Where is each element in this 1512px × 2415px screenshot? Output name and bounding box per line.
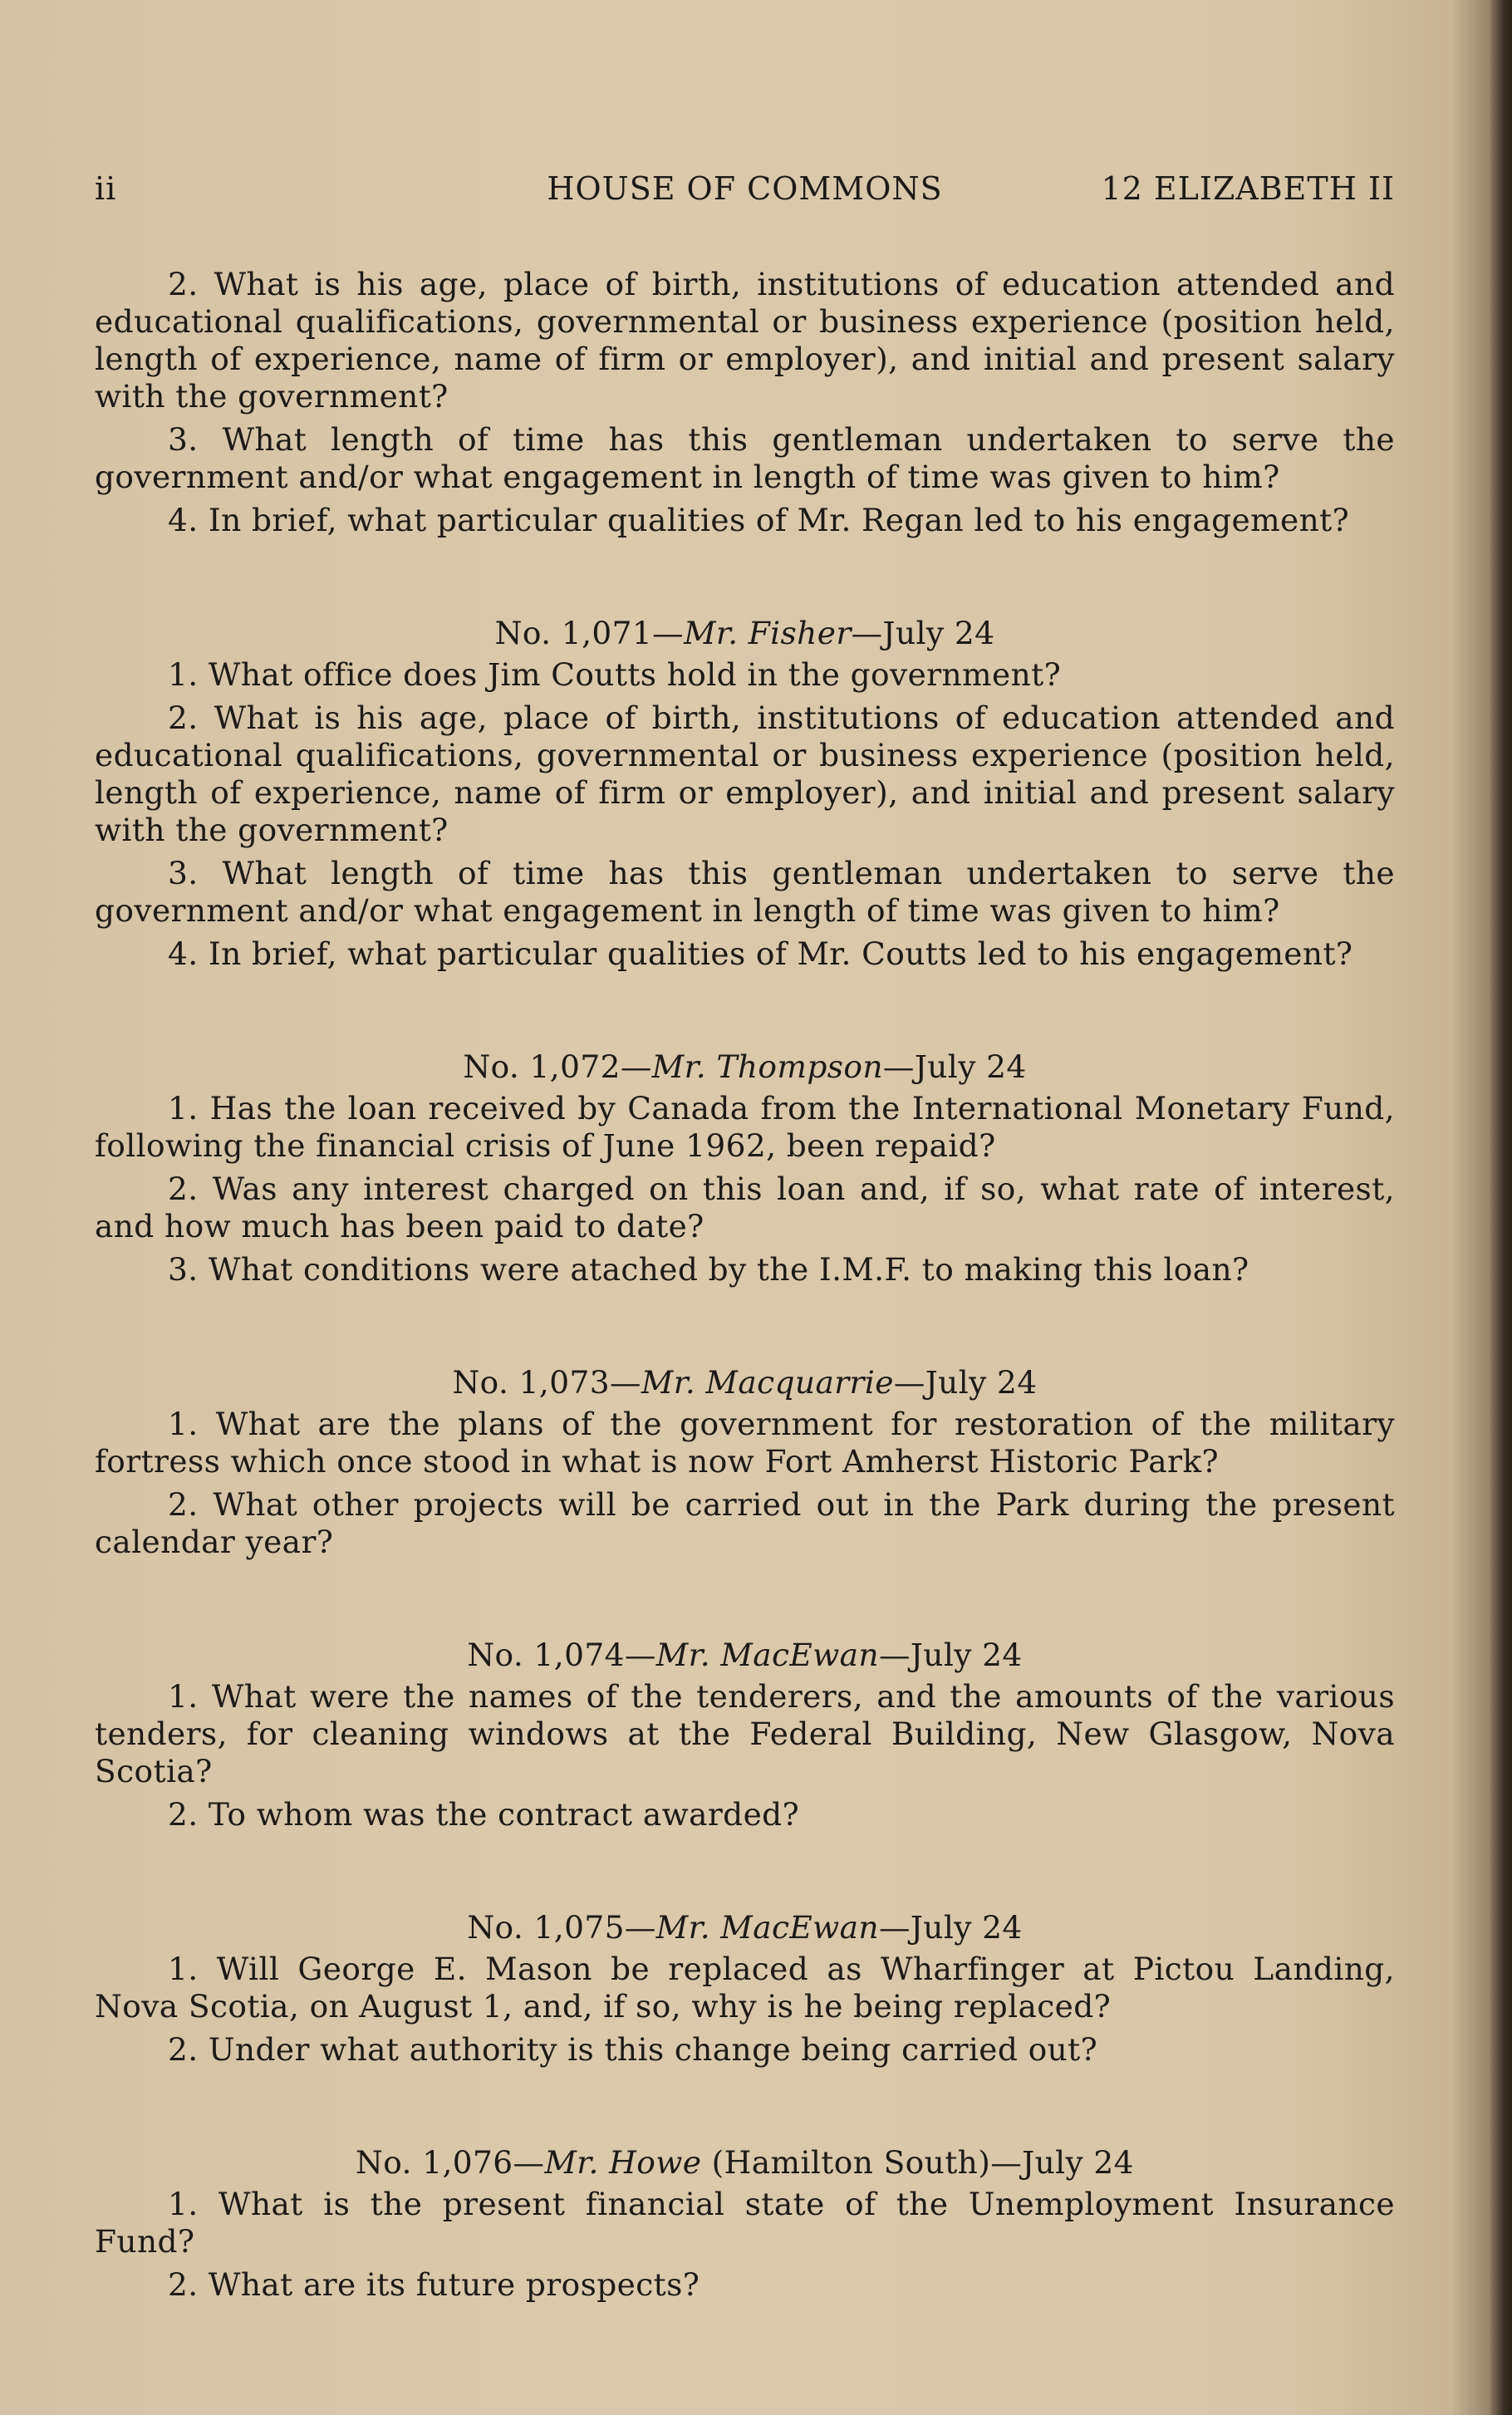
member-name: Mr. Macquarrie — [641, 1364, 894, 1401]
question-heading: No. 1,071—Mr. Fisher—July 24 — [494, 615, 995, 651]
question-paragraph: 4. In brief, what particular qualities of Mr. Coutts led to his engagement? — [168, 935, 1353, 972]
page-content — [95, 266, 1395, 2309]
header-title: HOUSE OF COMMONS — [547, 170, 943, 207]
member-name: Mr. Fisher — [684, 615, 852, 651]
question-heading: No. 1,076—Mr. Howe (Hamilton South)—July 24 — [356, 2144, 1134, 2181]
member-name: Mr. MacEwan — [655, 1637, 879, 1673]
question-paragraph: 2. What is his age, place of birth, institutions of education attended and educational qualifications, governmental or business experience (position held, length of experience, name of firm or employer), and initial and present salary with the government? — [95, 699, 1395, 848]
book-spine-edge — [1490, 0, 1512, 2415]
question-1074 — [95, 1637, 1395, 1833]
question-1072 — [95, 1048, 1395, 1288]
question-paragraph: 1. What office does Jim Coutts hold in the government? — [168, 656, 1062, 693]
question-paragraph: 2. Was any interest charged on this loan and, if so, what rate of interest, and how much has been paid to date? — [95, 1171, 1395, 1244]
member-name: Mr. Howe — [544, 2144, 702, 2181]
question-heading: No. 1,074—Mr. MacEwan—July 24 — [467, 1637, 1023, 1673]
question-paragraph: 1. What were the names of the tenderers, and the amounts of the various tenders, for cleaning windows at the Federal Building, New Glasgow, Nova Scotia? — [95, 1678, 1395, 1789]
question-paragraph: 1. What is the present financial state of the Unemployment Insurance Fund? — [95, 2186, 1395, 2260]
question-paragraph: 2. What other projects will be carried out in the Park during the present calendar year? — [95, 1486, 1395, 1560]
question-paragraph: 1. Will George E. Mason be replaced as Wharfinger at Pictou Landing, Nova Scotia, on August 1, and, if so, why is he being replaced? — [95, 1951, 1395, 2025]
page-number: ii — [95, 170, 117, 207]
question-1076 — [95, 2144, 1395, 2304]
continued-question — [95, 266, 1395, 539]
question-paragraph: 1. Has the loan received by Canada from the International Monetary Fund, following the financial crisis of June 1962, been repaid? — [95, 1090, 1395, 1164]
question-paragraph: 2. To whom was the contract awarded? — [168, 1796, 800, 1833]
question-paragraph: 3. What length of time has this gentleman undertaken to serve the government and/or what engagement in length of time was given to him? — [95, 855, 1395, 929]
question-paragraph: 4. In brief, what particular qualities of Mr. Regan led to his engagement? — [168, 502, 1350, 538]
question-1073 — [95, 1364, 1395, 1561]
question-paragraph: 3. What length of time has this gentleman undertaken to serve the government and/or what engagement in length of time was given to him? — [95, 421, 1395, 495]
question-paragraph: 2. Under what authority is this change being carried out? — [168, 2031, 1098, 2068]
header-session: 12 ELIZABETH II — [1101, 170, 1395, 207]
question-heading: No. 1,073—Mr. Macquarrie—July 24 — [452, 1364, 1038, 1401]
question-paragraph: 2. What are its future prospects? — [168, 2266, 700, 2303]
question-heading: No. 1,075—Mr. MacEwan—July 24 — [467, 1909, 1023, 1946]
question-1075 — [95, 1909, 1395, 2069]
question-1071 — [95, 615, 1395, 973]
question-paragraph: 2. What is his age, place of birth, institutions of education attended and educational qualifications, governmental or business experience (position held, length of experience, name of firm or employer), and initial and present salary with the government? — [95, 266, 1395, 415]
question-heading: No. 1,072—Mr. Thompson—July 24 — [463, 1048, 1027, 1085]
member-name: Mr. Thompson — [651, 1048, 883, 1085]
running-header — [95, 170, 1395, 212]
question-paragraph: 1. What are the plans of the government for restoration of the military fortress which once stood in what is now Fort Amherst Historic Park? — [95, 1406, 1395, 1480]
question-paragraph: 3. What conditions were atached by the I.M.F. to making this loan? — [168, 1251, 1249, 1288]
member-name: Mr. MacEwan — [655, 1909, 879, 1946]
